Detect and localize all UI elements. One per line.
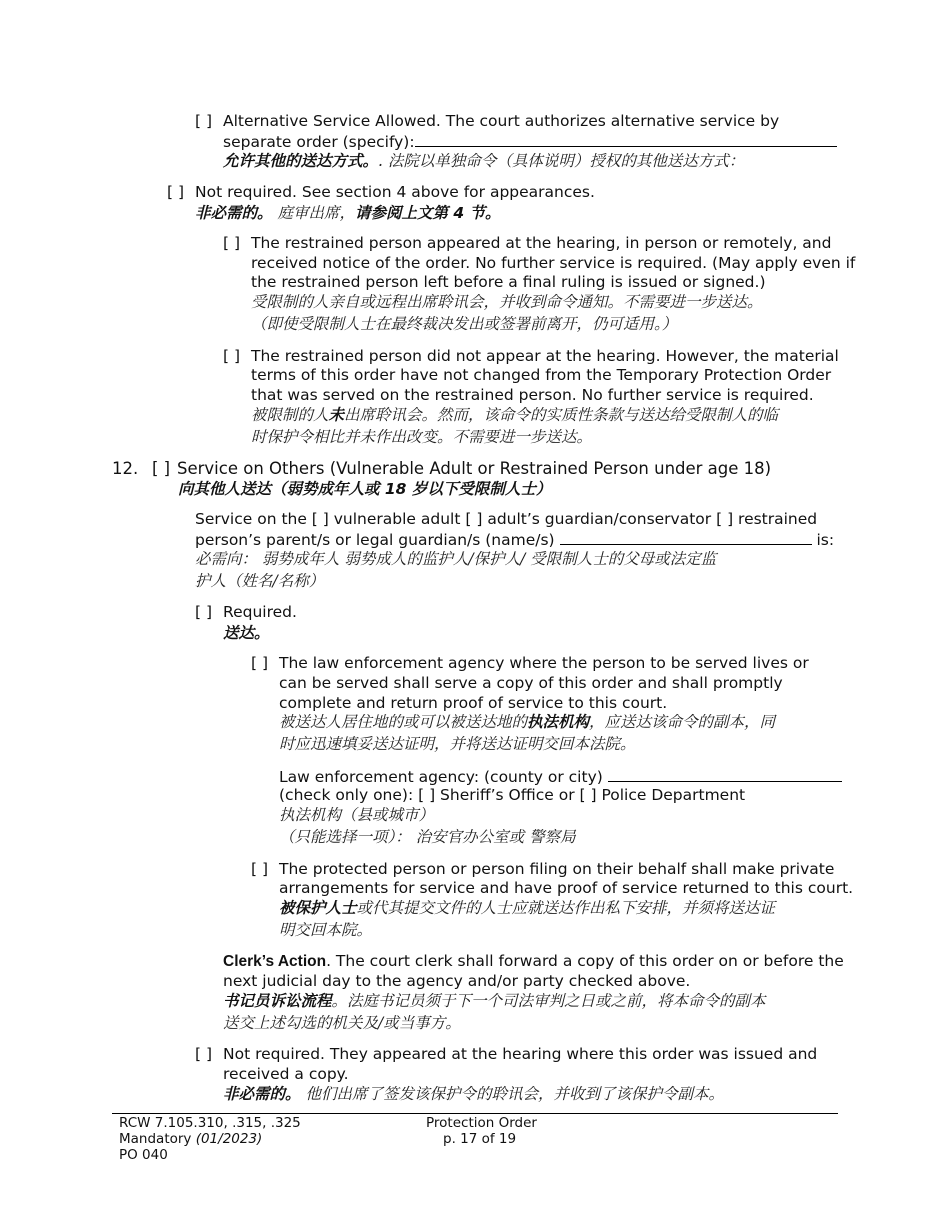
footer-title: Protection Order (426, 1115, 537, 1131)
not-required2-line1: Not required. They appeared at the hearing where this order was issued and (223, 1045, 818, 1063)
not-appeared-line: terms of this order have not changed from the Temporary Protection Order (251, 366, 832, 384)
required-checkbox[interactable]: [ ] (195, 603, 213, 621)
law-enforcement-line: can be served shall serve a copy of this order and shall promptly (279, 674, 783, 692)
law-enforcement-line: complete and return proof of service to this court. (279, 694, 668, 712)
service-on-line2: person’s parent/s or legal guardian/s (name/s) is: (195, 531, 835, 549)
guardian-name-field[interactable] (560, 530, 812, 545)
not-appeared-checkbox[interactable]: [ ] (223, 347, 241, 365)
alt-service-zh: 允许其他的送达方式。. 法院以单独命令（具体说明）授权的其他送达方式： (223, 152, 745, 170)
agency-zh: 执法机构（县或城市） (279, 806, 435, 824)
law-enforcement-checkbox[interactable]: [ ] (251, 654, 269, 672)
alt-service-specify-field[interactable] (415, 132, 837, 147)
section-title-zh: 向其他人送达（弱势成年人或 18 岁以下受限制人士） (178, 480, 552, 498)
section-number: 12. (112, 459, 139, 478)
footer-rule (112, 1113, 838, 1114)
footer-page-number: p. 17 of 19 (443, 1131, 517, 1147)
required-label: Required. (223, 603, 297, 621)
protected-person-line: The protected person or person filing on their behalf shall make private (279, 860, 835, 878)
required-zh: 送达。 (223, 624, 270, 642)
law-enforcement-zh: 时应迅速填妥送达证明，并将送达证明交回本法院。 (279, 735, 636, 753)
alt-service-line2: separate order (specify): (223, 132, 837, 153)
agency-check-only[interactable]: (check only one): [ ] Sheriff’s Office or [ ] Police Department (279, 786, 746, 804)
not-appeared-line: that was served on the restrained person. No further service is required. (251, 386, 814, 404)
protected-person-zh: 被保护人士或代其提交文件的人士应就送达作出私下安排，并须将送达证 (279, 899, 776, 917)
law-enforcement-zh: 被送达人居住地的或可以被送达地的执法机构，应送达该命令的副本，同 (279, 713, 776, 731)
not-required2-checkbox[interactable]: [ ] (195, 1045, 213, 1063)
not-appeared-zh: 时保护令相比并未作出改变。不需要进一步送达。 (251, 428, 593, 446)
section-title: Service on Others (Vulnerable Adult or Restrained Person under age 18) (177, 459, 772, 478)
not-required-checkbox[interactable]: [ ] (167, 183, 185, 201)
service-on-zh: 护人（姓名/名称） (195, 572, 325, 590)
not-appeared-zh: 被限制的人未出席聆讯会。然而，该命令的实质性条款与送达给受限制人的临 (251, 406, 779, 424)
agency-label: Law enforcement agency: (county or city) (279, 767, 842, 788)
agency-check-only-zh: （只能选择一项）： 治安官办公室或 警察局 (279, 828, 576, 846)
law-enforcement-line: The law enforcement agency where the person to be served lives or (279, 654, 809, 672)
service-on-line1: Service on the [ ] vulnerable adult [ ] adult’s guardian/conservator [ ] restrained (195, 510, 818, 528)
protected-person-checkbox[interactable]: [ ] (251, 860, 269, 878)
clerk-action-zh: 送交上述勾选的机关及/或当事方。 (223, 1014, 461, 1032)
section12-checkbox[interactable]: [ ] (152, 459, 171, 478)
not-required-zh: 非必需的。 庭审出席，请参阅上文第 4 节。 (195, 204, 501, 222)
agency-field[interactable] (608, 767, 842, 782)
appeared-zh: （即使受限制人士在最终裁决发出或签署前离开，仍可适用。） (251, 315, 678, 333)
clerk-action-line2: next judicial day to the agency and/or party checked above. (223, 972, 691, 990)
protected-person-line: arrangements for service and have proof of service returned to this court. (279, 879, 854, 897)
appeared-line: the restrained person left before a final ruling is issued or signed.) (251, 273, 766, 291)
not-required2-line2: received a copy. (223, 1065, 349, 1083)
clerk-action-line1: Clerk’s Action. The court clerk shall forward a copy of this order on or before the (223, 952, 844, 970)
not-required-text: Not required. See section 4 above for appearances. (195, 183, 595, 201)
appeared-zh: 受限制的人亲自或远程出席聆讯会，并收到命令通知。不需要进一步送达。 (251, 293, 763, 311)
service-on-zh: 必需向： 弱势成年人 弱势成人的监护人/保护人/ 受限制人士的父母或法定监 (195, 550, 717, 568)
clerk-action-zh: 书记员诉讼流程。法庭书记员须于下一个司法审判之日或之前，将本命令的副本 (223, 992, 766, 1010)
appeared-line: received notice of the order. No further service is required. (May apply even if (251, 254, 856, 272)
not-required2-zh: 非必需的。 他们出席了签发该保护令的聆讯会，并收到了该保护令副本。 (223, 1085, 724, 1103)
alt-service-line1: Alternative Service Allowed. The court authorizes alternative service by (223, 112, 780, 130)
footer-form-number: PO 040 (119, 1147, 168, 1163)
footer-rcw: RCW 7.105.310, .315, .325 (119, 1115, 301, 1131)
footer-mandatory: Mandatory (01/2023) (119, 1131, 263, 1147)
appeared-line: The restrained person appeared at the hearing, in person or remotely, and (251, 234, 832, 252)
appeared-checkbox[interactable]: [ ] (223, 234, 241, 252)
protected-person-zh: 明交回本院。 (279, 921, 373, 939)
not-appeared-line: The restrained person did not appear at the hearing. However, the material (251, 347, 839, 365)
alt-service-checkbox[interactable]: [ ] (195, 112, 213, 130)
